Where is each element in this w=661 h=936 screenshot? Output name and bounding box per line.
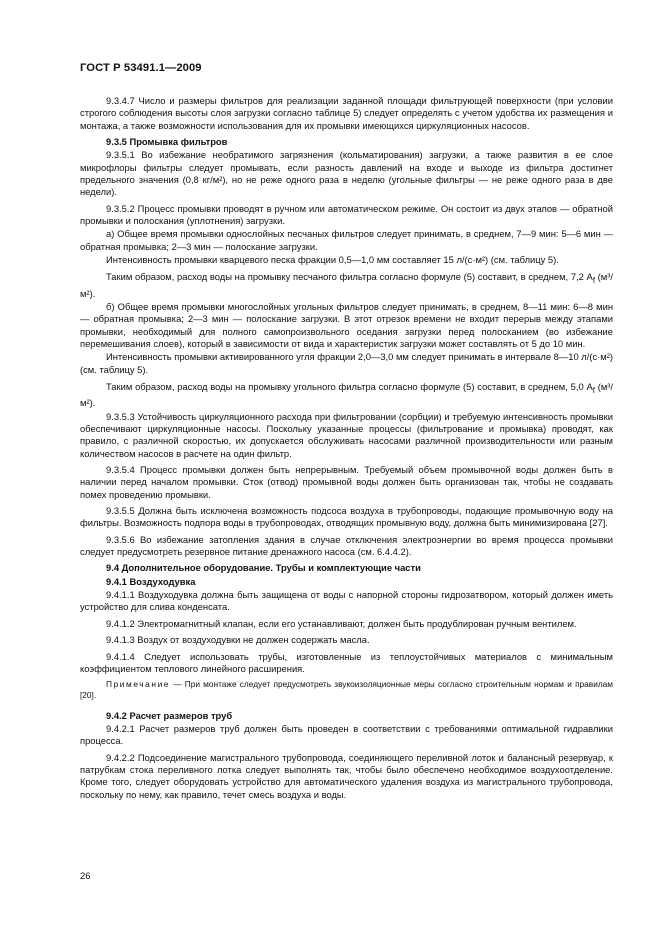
page-number: 26 (80, 870, 91, 881)
paragraph-9-4-1-1: 9.4.1.1 Воздуходувка должна быть защищена от воды с напорной стороны гидрозатвором, который должен иметь устройство для слива конденсата. (80, 589, 613, 613)
heading-9-3-5: 9.3.5 Промывка фильтров (106, 136, 228, 148)
paragraph-9-4-2-1: 9.4.2.1 Расчет размеров труб должен быть проведен в соответствии с требованиями оптимальной гидравлики процесса. (80, 722, 613, 747)
formula-text: Таким образом, расход воды на промывку песчаного фильтра согласно формуле (5) составит, в среднем, 7,2 A (106, 271, 593, 283)
heading-9-4: 9.4 Дополнительное оборудование. Трубы и комплектующие части (106, 562, 421, 574)
heading-9-4-1: 9.4.1 Воздуходувка (106, 575, 196, 587)
standard-header: ГОСТ Р 53491.1—2009 (80, 62, 202, 74)
note (80, 679, 613, 701)
paragraph-9-3-5-4: 9.3.5.4 Процесс промывки должен быть непрерывным. Требуемый объем промывочной воды должен быть в наличии перед началом промывки. Сток (отвод) промывной воды должен быть организован так, чтобы не создавать помех проведению промывки. (80, 464, 613, 500)
paragraph-9-3-5-6: 9.3.5.6 Во избежание затопления здания в случае отключения электроэнергии во время процесса промывки следует предусмотреть резервное питание дренажного насоса (см. 6.4.4.2). (80, 533, 613, 558)
formula-subscript: f (592, 276, 595, 286)
paragraph-9-3-5-5: 9.3.5.5 Должна быть исключена возможность подсоса воздуха в трубопроводы, подающие промывочную воду на фильтры. Возможность подпора воды в трубопроводах, отводящих промывную воду, должна быть минимизирована [27]. (80, 505, 613, 529)
paragraph-9-3-5-2: 9.3.5.2 Процесс промывки проводят в ручном или автоматическом режиме. Он состоит из двух этапов — обратной промывки и полоскания (уплотнения) загрузки. (80, 202, 613, 227)
paragraph-9-3-5-2-a: а) Общее время промывки однослойных песчаных фильтров следует принимать, в среднем, 7—9 мин: 5—6 мин — обратная промывка; 2—3 мин — полоскание загрузки. (80, 228, 613, 252)
formula-unit: (м³/м²). (80, 381, 613, 409)
paragraph-carbon-intensity: Интенсивность промывки активированного угля фракции 2,0—3,0 мм следует принимать в интервале 8—10 л/(с·м²) (см. таблицу 5). (80, 351, 613, 375)
paragraph-9-4-1-3: 9.4.1.3 Воздух от воздуходувки не должен содержать масла. (106, 634, 370, 646)
paragraph-carbon-water-consumption (80, 381, 613, 410)
note-text: — При монтаже следует предусмотреть звукоизоляционные меры согласно строительным нормам и правилам [20]. (80, 679, 613, 701)
formula-subscript: f (592, 385, 595, 395)
paragraph-9-4-2-2: 9.4.2.2 Подсоединение магистрального трубопровода, соединяющего переливной лоток и балансный резервуар, к патрубкам стока переливного лотка следует выполнять так, чтобы было обеспечено необходимое воздухоотделение. Кроме того, следует оборудовать устройство для автоматического удаления воздуха из магистрального трубопровода, поскольку по нему, как правило, течет смесь воздуха и воды. (80, 751, 613, 800)
heading-9-4-2: 9.4.2 Расчет размеров труб (106, 709, 233, 721)
paragraph-9-4-1-4: 9.4.1.4 Следует использовать трубы, изготовленные из теплоустойчивых материалов с минимальным коэффициентом теплового линейного расширения. (80, 650, 613, 674)
note-label: Примечание (106, 679, 171, 690)
document-body (80, 95, 613, 805)
paragraph-sand-water-consumption (80, 271, 613, 300)
paragraph-9-3-5-2-b: б) Общее время промывки многослойных угольных фильтров следует принимать, в среднем, 8—11 мин: 6—8 мин — обратная промывка; 2—3 мин — полоскание загрузки. В этот отрезок времени не входит перерыв между этапами промывки, необходимый для полного самопроизвольного оседания загрузки перед полосканием (во избежание перемешивания слоев), который в зависимости от вида и характеристик загрузки может составлять от 5 до 10 мин. (80, 301, 613, 350)
formula-unit: (м³/м²). (80, 271, 613, 299)
paragraph-9-3-5-3: 9.3.5.3 Устойчивость циркуляционного расхода при фильтровании (сорбции) и требуемую интенсивность промывки обеспечивают циркуляционные насосы. Поскольку указанные процессы (фильтрование и промывка) проводят, как правило, с различной скоростью, их допускается обслуживать насосами различной производительности или разным количеством насосов в расчете на один фильтр. (80, 410, 613, 459)
paragraph-9-3-5-1: 9.3.5.1 Во избежание необратимого загрязнения (кольматирования) загрузки, а также развития в ее слое микрофлоры фильтры следует промывать, если разность давлений на входе и выходе из фильтра достигнет предельного значения (0,8 кг/м²), но не реже одного раза в неделю (угольные фильтры — не реже одного раза в две недели). (80, 149, 613, 198)
formula-text: Таким образом, расход воды на промывку угольного фильтра согласно формуле (5) составит, в среднем, 5,0 A (106, 381, 593, 393)
paragraph-9-4-1-2: 9.4.1.2 Электромагнитный клапан, если его устанавливают, должен быть продублирован ручным вентилем. (106, 617, 577, 629)
paragraph-sand-intensity: Интенсивность промывки кварцевого песка фракции 0,5—1,0 мм составляет 15 л/(с·м²) (см. таблицу 5). (106, 254, 559, 266)
paragraph-9-3-4-7: 9.3.4.7 Число и размеры фильтров для реализации заданной площади фильтрующей поверхности (при условии строгого соблюдения высоты слоя загрузки согласно таблице 5) следует определять с учетом удобства их размещения и монтажа, а также возможности использования для их промывки имеющихся циркуляционных насосов. (80, 95, 613, 131)
